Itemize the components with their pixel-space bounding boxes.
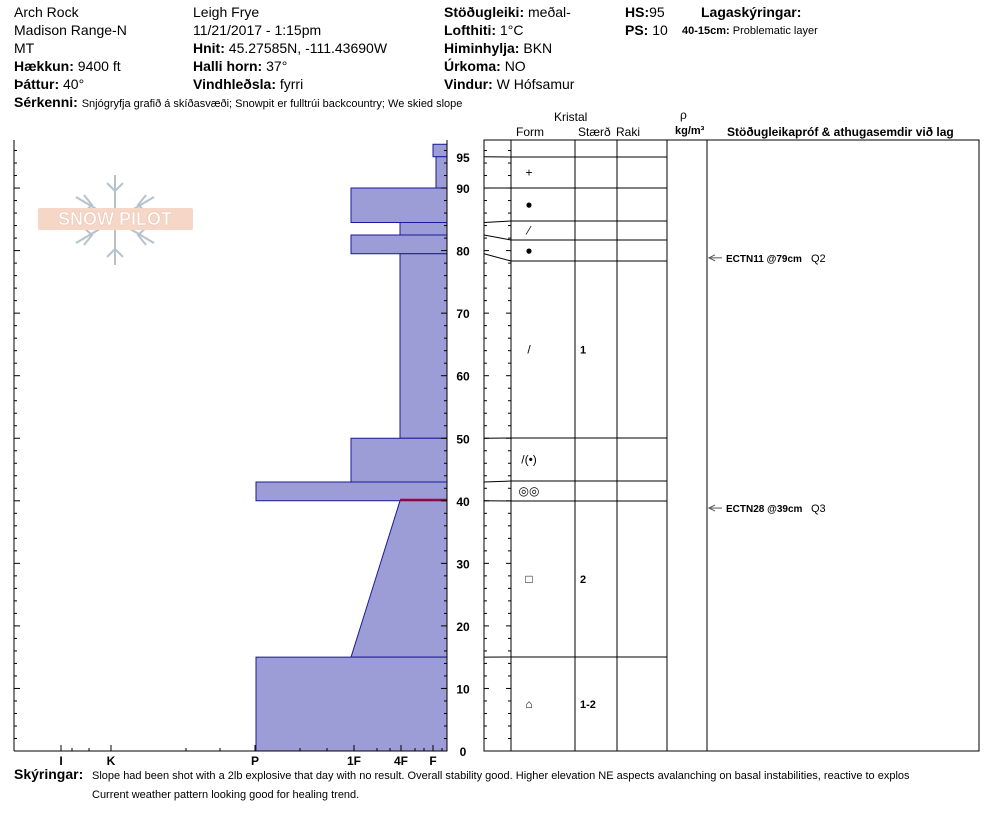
ps-field: PS: 10	[625, 22, 668, 38]
density-symbol: ρ	[680, 108, 687, 122]
stability-field: Stöðugleiki: meðal-	[444, 4, 571, 20]
grain-form-5: /(•)	[521, 452, 537, 467]
hardness-bar-2	[351, 188, 447, 222]
depth-label-40: 40	[456, 494, 470, 509]
wind-loading-field: Vindhleðsla: fyrri	[193, 76, 304, 92]
depth-label-95: 95	[456, 150, 470, 165]
depth-label-30: 30	[456, 557, 470, 572]
hardness-bar-9	[256, 657, 447, 751]
density-unit: kg/m³	[675, 125, 705, 137]
features-field: Sérkenni: Snjógryfja grafið á skíðasvæði; Snowpit er fulltrúi backcountry; We skied slope	[14, 94, 463, 110]
boundary-connector-6	[484, 481, 511, 482]
range-name: Madison Range-N	[14, 22, 127, 38]
observer-name: Leigh Frye	[193, 4, 260, 20]
comments-label: Skýringar:	[14, 766, 84, 782]
grain-form-7: □	[525, 572, 533, 586]
hardness-label-K: K	[106, 754, 116, 768]
grain-form-2: ⁄	[527, 223, 531, 238]
hardness-bar-8	[351, 501, 447, 657]
coordinates-field: Hnit: 45.27585N, -111.43690W	[193, 40, 388, 56]
snowpilot-logo	[38, 175, 193, 265]
grain-form-1: ●	[525, 197, 533, 212]
air-temp-field: Lofthiti: 1°C	[444, 22, 524, 38]
hardness-label-1F: 1F	[346, 754, 362, 768]
state-name: MT	[14, 40, 35, 56]
aspect-field: Þáttur: 40°	[14, 76, 85, 92]
hardness-bar-6	[351, 438, 447, 482]
hs-field: HS:95	[625, 4, 665, 20]
slope-angle-field: Halli horn: 37°	[193, 58, 288, 74]
hardness-label-F: F	[429, 754, 437, 768]
grain-form-6: ◎◎	[518, 484, 540, 498]
depth-label-50: 50	[456, 432, 470, 447]
depth-label-90: 90	[456, 182, 470, 197]
depth-label-80: 80	[456, 244, 470, 259]
location-name: Arch Rock	[14, 4, 79, 20]
precip-field: Úrkoma: NO	[444, 58, 526, 74]
hardness-label-P: P	[250, 754, 260, 768]
wind-field: Vindur: W Hófsamur	[444, 76, 575, 92]
boundary-connector-3	[484, 235, 511, 240]
grain-form-8: ⌂	[525, 697, 533, 711]
form-header: Form	[516, 125, 544, 139]
elevation-field: Hækkun: 9400 ft	[14, 58, 121, 74]
hardness-bar-4	[351, 235, 447, 254]
observation-datetime: 11/21/2017 - 1:15pm	[193, 22, 322, 38]
test-quality-1: Q3	[811, 503, 826, 516]
hardness-bar-7	[256, 482, 447, 501]
moisture-header: Raki	[616, 125, 641, 139]
boundary-connector-4	[484, 254, 511, 261]
test-label-0: ECTN11 @79cm	[726, 253, 802, 265]
layer-table-frame	[484, 140, 979, 751]
layer-note: 40-15cm: Problematic layer	[682, 25, 818, 37]
hardness-label-4F: 4F	[393, 754, 409, 768]
grain-size-7: 2	[580, 574, 587, 586]
layer-notes-label: Lagaskýringar:	[701, 4, 802, 20]
sky-cover-field: Himinhylja: BKN	[444, 40, 553, 56]
grain-form-0: +	[525, 165, 533, 180]
hardness-label-I: I	[59, 754, 63, 768]
crystal-header: Kristal	[554, 110, 588, 124]
hardness-bar-1	[436, 157, 447, 188]
hardness-bar-3	[400, 222, 447, 235]
boundary-connector-2	[484, 221, 511, 222]
test-quality-0: Q2	[811, 252, 826, 265]
depth-label-10: 10	[456, 682, 470, 697]
size-header: Stærð	[578, 125, 611, 139]
tests-header: Stöðugleikapróf & athugasemdir við lag	[727, 125, 954, 139]
hardness-bar-5	[400, 254, 447, 439]
grain-form-4: /	[527, 342, 531, 357]
grain-form-3: ●	[525, 243, 533, 258]
depth-label-0: 0	[459, 745, 467, 759]
depth-label-60: 60	[456, 369, 470, 384]
test-label-1: ECTN28 @39cm	[726, 504, 803, 516]
depth-label-70: 70	[456, 307, 470, 322]
grain-size-4: 1	[580, 344, 587, 357]
comments-line-1: Slope had been shot with a 2lb explosive that day with no result. Overall stability good. Higher elevation NE aspects avalanching on basal instabilities, reactive to explos	[92, 770, 910, 782]
comments-line-2: Current weather pattern looking good for healing trend.	[92, 789, 360, 801]
logo-text: SNOW PILOT	[58, 209, 172, 229]
depth-label-20: 20	[456, 619, 470, 634]
grain-size-8: 1-2	[580, 699, 596, 711]
